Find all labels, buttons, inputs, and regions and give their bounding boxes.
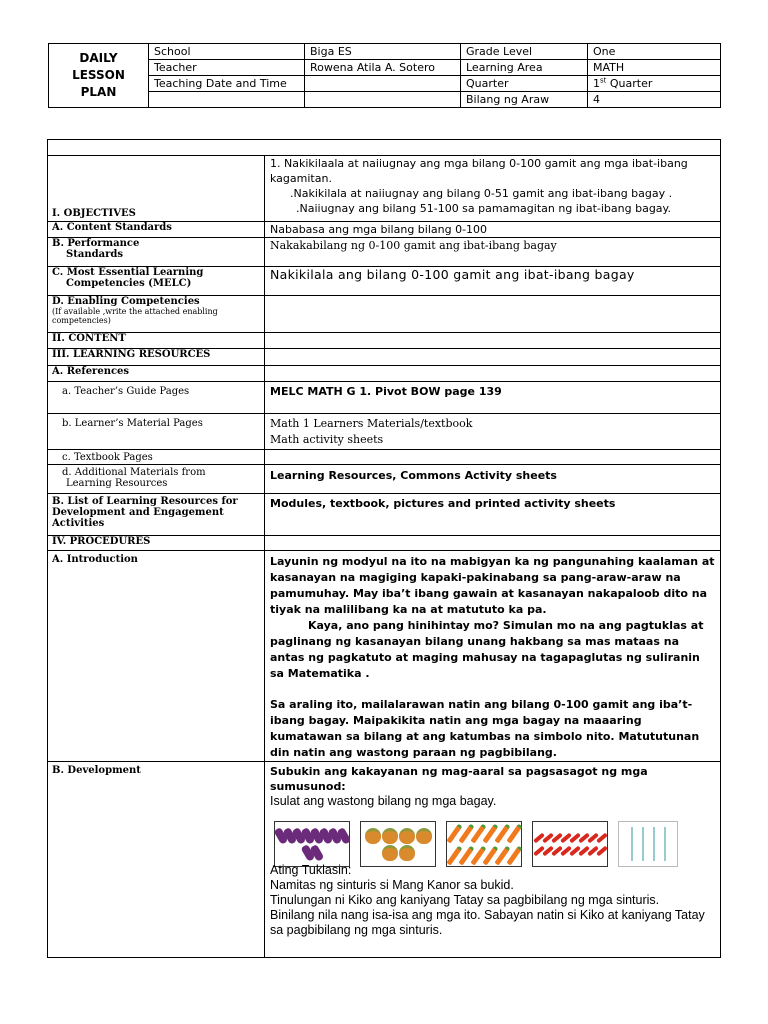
development-line-3: Binilang nila nang isa-isa ang mga ito. Sabayan natin si Kiko at kaniyang Tatay sa pagbibilang ng mga sinturis. [270,908,705,937]
blank-top-row [48,140,721,156]
enabling-competencies-value [265,296,721,333]
references-label: A. References [48,366,265,382]
counting-images [274,821,716,867]
content-standards-label: A. Content Standards [48,222,265,238]
learning-area-label: Learning Area [461,60,588,76]
development-value [265,762,721,958]
textbook-pages-value [265,450,721,465]
intro-paragraph-3: Sa araling ito, mailalarawan natin ang bilang 0-100 gamit ang iba’t-ibang bagay. Maipakikita natin ang mga bagay na maaaring kumatawan sa bilang at ang katumbas na simbolo nito. Matututunan din natin ang wastong paraan ng pagbibilang. [270,698,700,759]
teaching-date-value [305,76,461,92]
melc-label: C. Most Essential Learning Competencies (MELC) [48,267,265,296]
development-subtitle: Ating Tuklasin: [270,863,352,877]
empty-label [149,92,305,108]
development-task: Isulat ang wastong bilang ng mga bagay. [270,794,497,808]
objectives-label: I. OBJECTIVES [48,156,265,222]
onion-group-image [360,821,436,867]
procedures-label: IV. PROCEDURES [48,536,265,551]
development-label: B. Development [48,762,265,958]
teachers-guide-value: MELC MATH G 1. Pivot BOW page 139 [265,382,721,414]
learning-resources-label: III. LEARNING RESOURCES [48,349,265,366]
days-label: Bilang ng Araw [461,92,588,108]
list-resources-value: Modules, textbook, pictures and printed activity sheets [265,494,721,536]
teaching-date-label: Teaching Date and Time [149,76,305,92]
days-value: 4 [588,92,721,108]
development-line-2: Tinulungan ni Kiko ang kaniyang Tatay sa pagbibilang ng mga sinturis. [270,893,660,907]
empty-value [305,92,461,108]
learning-resources-value [265,349,721,366]
grade-level-label: Grade Level [461,44,588,60]
header-table [48,43,721,108]
chili-group-image [532,821,608,867]
intro-paragraph-1: Layunin ng modyul na ito na mabigyan ka ng pangunahing kaalaman at kasanayan na magiging kapaki-pakinabang sa pang-araw-araw na pamumuhay. May iba’t ibang gawain at kasanayan nakapaloob dito na tiyak na malilibang ka na at matututo ka pa. [270,555,715,616]
references-value [265,366,721,382]
carrot-group-image [446,821,522,867]
melc-value: Nakikilala ang bilang 0-100 gamit ang ibat-ibang bagay [265,267,721,296]
enabling-competencies-label: D. Enabling Competencies (If available ,write the attached enabling competencies) [48,296,265,333]
stick-group-image [618,821,678,867]
school-label: School [149,44,305,60]
additional-materials-value: Learning Resources, Commons Activity sheets [265,465,721,494]
school-value: Biga ES [305,44,461,60]
list-resources-label: B. List of Learning Resources for Development and Engagement Activities [48,494,265,536]
learners-material-value: Math 1 Learners Materials/textbook Math activity sheets [265,414,721,450]
learners-material-label: b. Learner’s Material Pages [48,414,265,450]
content-value [265,333,721,349]
eggplant-group-image [274,821,350,867]
quarter-label: Quarter [461,76,588,92]
performance-standards-label: B. Performance Standards [48,238,265,267]
objectives-value: 1. Nakikilaala at naiiugnay ang mga bilang 0-100 gamit ang mga ibat-ibang kagamitan. .Nakikilala at naiiugnay ang bilang 0-51 gamit ang ibat-ibang bagay . .Naiiugnay ang bilang 51-100 sa pamamagitan ng ibat-ibang bagay. [265,156,721,222]
additional-materials-label: d. Additional Materials from Learning Resources [48,465,265,494]
development-instruction: Subukin ang kakayanan ng mag-aaral sa pagsasagot ng mga sumusunod: [270,765,648,793]
doc-title: DAILY LESSON PLAN [49,44,149,108]
development-line-1: Namitas ng sinturis si Mang Kanor sa bukid. [270,878,514,892]
learning-area-value: MATH [588,60,721,76]
teachers-guide-label: a. Teacher’s Guide Pages [48,382,265,414]
procedures-value [265,536,721,551]
quarter-value: 1st Quarter [588,76,721,92]
intro-paragraph-2: Kaya, ano pang hinihintay mo? Simulan mo na ang pagtuklas at paglinang ng kasanayan bilang unang hakbang sa mas mataas na antas ng pagkatuto at maging mahusay na tagapaglutas ng suliranin sa Matematika . [270,619,704,680]
performance-standards-value: Nakakabilang ng 0-100 gamit ang ibat-ibang bagay [265,238,721,267]
introduction-label: A. Introduction [48,551,265,762]
introduction-value [265,551,721,762]
textbook-pages-label: c. Textbook Pages [48,450,265,465]
content-standards-value: Nababasa ang mga bilang bilang 0-100 [265,222,721,238]
teacher-label: Teacher [149,60,305,76]
teacher-value: Rowena Atila A. Sotero [305,60,461,76]
grade-level-value: One [588,44,721,60]
content-label: II. CONTENT [48,333,265,349]
lesson-plan-table [47,139,721,958]
